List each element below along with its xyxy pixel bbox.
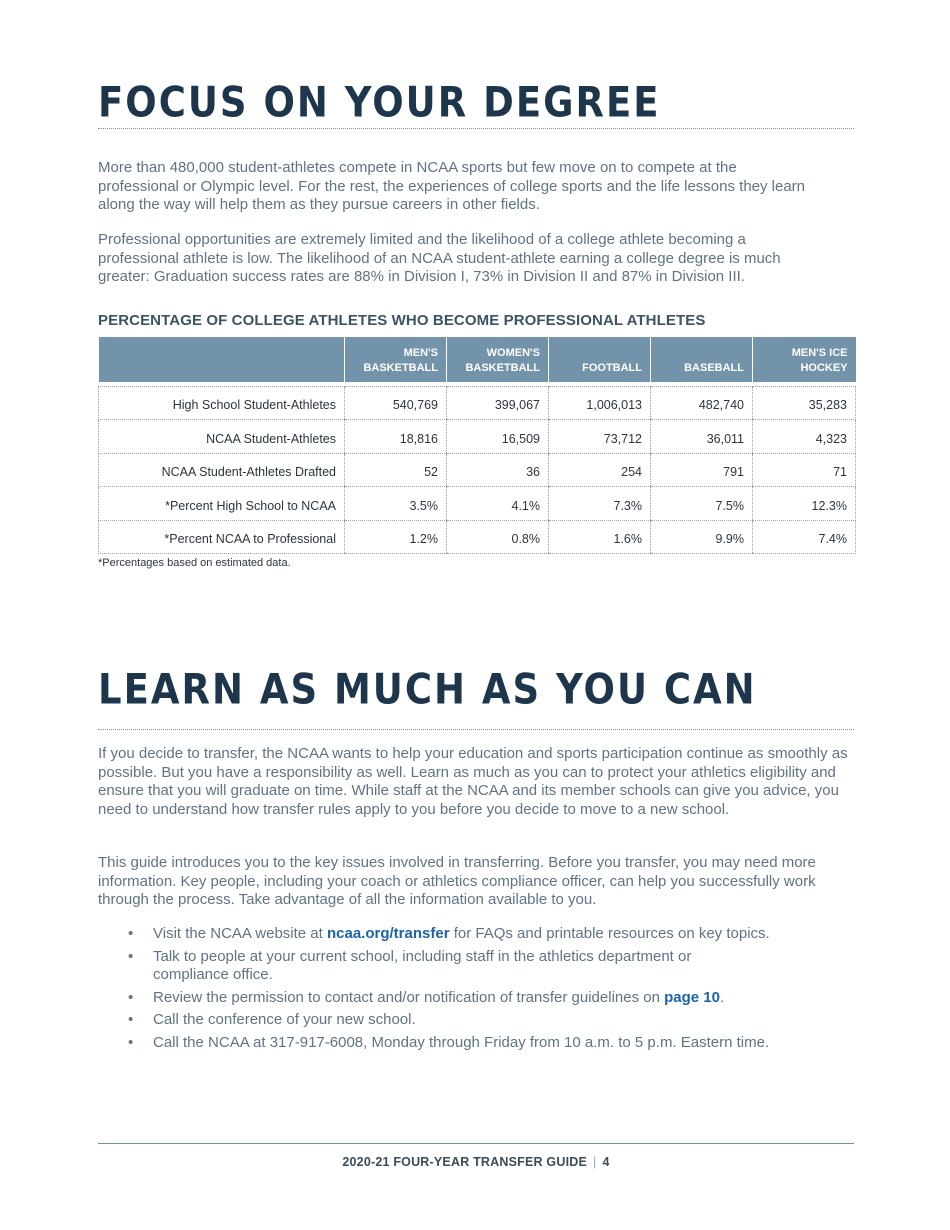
row-label: *Percent High School to NCAA xyxy=(99,487,345,521)
list-item: • Review the permission to contact and/or notification of transfer guidelines on page 10. xyxy=(128,988,725,1006)
list-item: • Call the conference of your new school. xyxy=(128,1011,416,1029)
table-cell: 7.5% xyxy=(651,487,753,521)
table-cell: 254 xyxy=(549,453,651,487)
table-cell: 4.1% xyxy=(447,487,549,521)
section-divider xyxy=(98,729,854,730)
table-footnote: *Percentages based on estimated data. xyxy=(98,557,291,569)
table-header-row xyxy=(99,337,856,382)
learn-paragraph-2: This guide introduces you to the key issues involved in transferring. Before you transfer, you may need more information. Key people, including your coach or athletics compliance officer, can help you successfully work through the process. Take advantage of all the information available to you. xyxy=(98,854,816,909)
table-cell: 7.3% xyxy=(549,487,651,521)
table-cell: 1.2% xyxy=(345,520,447,554)
resource-list xyxy=(128,925,854,1057)
table-cell: 18,816 xyxy=(345,420,447,454)
table-cell: 0.8% xyxy=(447,520,549,554)
table-row xyxy=(99,453,856,487)
bullet-icon: • xyxy=(128,1011,134,1029)
ncaa-transfer-link[interactable]: ncaa.org/transfer xyxy=(326,925,450,942)
table-cell: 4,323 xyxy=(753,420,856,454)
table-cell: 482,740 xyxy=(651,386,753,420)
table-cell: 52 xyxy=(345,453,447,487)
page-10-link[interactable]: page 10 xyxy=(664,988,720,1006)
guide-title: 2020-21 FOUR-YEAR TRANSFER GUIDE xyxy=(342,1155,588,1169)
list-item: • Visit the NCAA website at ncaa.org/transfer for FAQs and printable resources on key topics. xyxy=(128,925,770,942)
table-cell: 540,769 xyxy=(345,386,447,420)
intro-paragraph-2: Professional opportunities are extremely limited and the likelihood of a college athlete becoming a professional athlete is low. The likelihood of an NCAA student-athlete earning a college degree is much greater: Graduation success rates are 88% in Division I, 73% in Division II and 87% in Division III. xyxy=(98,231,781,286)
table-cell: 12.3% xyxy=(753,487,856,521)
athletes-table xyxy=(98,337,856,554)
table-row xyxy=(99,420,856,454)
list-item: • Talk to people at your current school, including staff in the athletics department or compliance office. xyxy=(128,947,692,984)
table-cell: 71 xyxy=(753,453,856,487)
page-number: 4 xyxy=(602,1155,610,1169)
table-header-cell: FOOTBALL xyxy=(549,337,651,382)
bullet-icon: • xyxy=(128,925,134,942)
table-cell: 3.5% xyxy=(345,487,447,521)
learn-paragraph-1: If you decide to transfer, the NCAA wants to help your education and sports participation continue as smoothly as possible. But you have a responsibility as well. Learn as much as you can to protect your athletics eligibility and ensure that you will graduate on time. While staff at the NCAA and its member schools can give you advice, you need to understand how transfer rules apply to you before you decide to move to a new school. xyxy=(98,745,848,818)
row-label: High School Student-Athletes xyxy=(99,386,345,420)
bullet-icon: • xyxy=(128,988,134,1006)
table-header-cell: BASEBALL xyxy=(651,337,753,382)
table-row xyxy=(99,386,856,420)
table-cell: 36 xyxy=(447,453,549,487)
table-header-cell: MEN'S BASKETBALL xyxy=(345,337,447,382)
bullet-icon: • xyxy=(128,947,134,965)
table-cell: 9.9% xyxy=(651,520,753,554)
table-cell: 1,006,013 xyxy=(549,386,651,420)
table-cell: 73,712 xyxy=(549,420,651,454)
table-header-empty xyxy=(99,337,345,382)
row-label: *Percent NCAA to Professional xyxy=(99,520,345,554)
table-cell: 16,509 xyxy=(447,420,549,454)
table-row xyxy=(99,520,856,554)
footer-separator: | xyxy=(593,1155,597,1169)
table-cell: 36,011 xyxy=(651,420,753,454)
row-label: NCAA Student-Athletes Drafted xyxy=(99,453,345,487)
section-title-learn: LEARN AS MUCH AS YOU CAN xyxy=(98,665,757,714)
table-cell: 35,283 xyxy=(753,386,856,420)
list-item: • Call the NCAA at 317-917-6008, Monday through Friday from 10 a.m. to 5 p.m. Eastern time. xyxy=(128,1033,770,1051)
intro-paragraph-1: More than 480,000 student-athletes compete in NCAA sports but few move on to compete at the professional or Olympic level. For the rest, the experiences of college sports and the life lessons they learn along the way will help them as they pursue careers in other fields. xyxy=(98,159,806,214)
section-title-focus: FOCUS ON YOUR DEGREE xyxy=(98,78,661,127)
table-cell: 7.4% xyxy=(753,520,856,554)
table-cell: 399,067 xyxy=(447,386,549,420)
athletes-table-wrapper xyxy=(98,337,856,554)
table-row xyxy=(99,487,856,521)
table-title: PERCENTAGE OF COLLEGE ATHLETES WHO BECOME PROFESSIONAL ATHLETES xyxy=(98,312,706,329)
table-header-cell: MEN'S ICE HOCKEY xyxy=(753,337,856,382)
section-divider xyxy=(98,128,854,129)
page-footer xyxy=(98,1155,854,1169)
table-header-cell: WOMEN'S BASKETBALL xyxy=(447,337,549,382)
table-cell: 1.6% xyxy=(549,520,651,554)
bullet-icon: • xyxy=(128,1033,134,1051)
table-cell: 791 xyxy=(651,453,753,487)
row-label: NCAA Student-Athletes xyxy=(99,420,345,454)
footer-divider xyxy=(98,1143,854,1144)
